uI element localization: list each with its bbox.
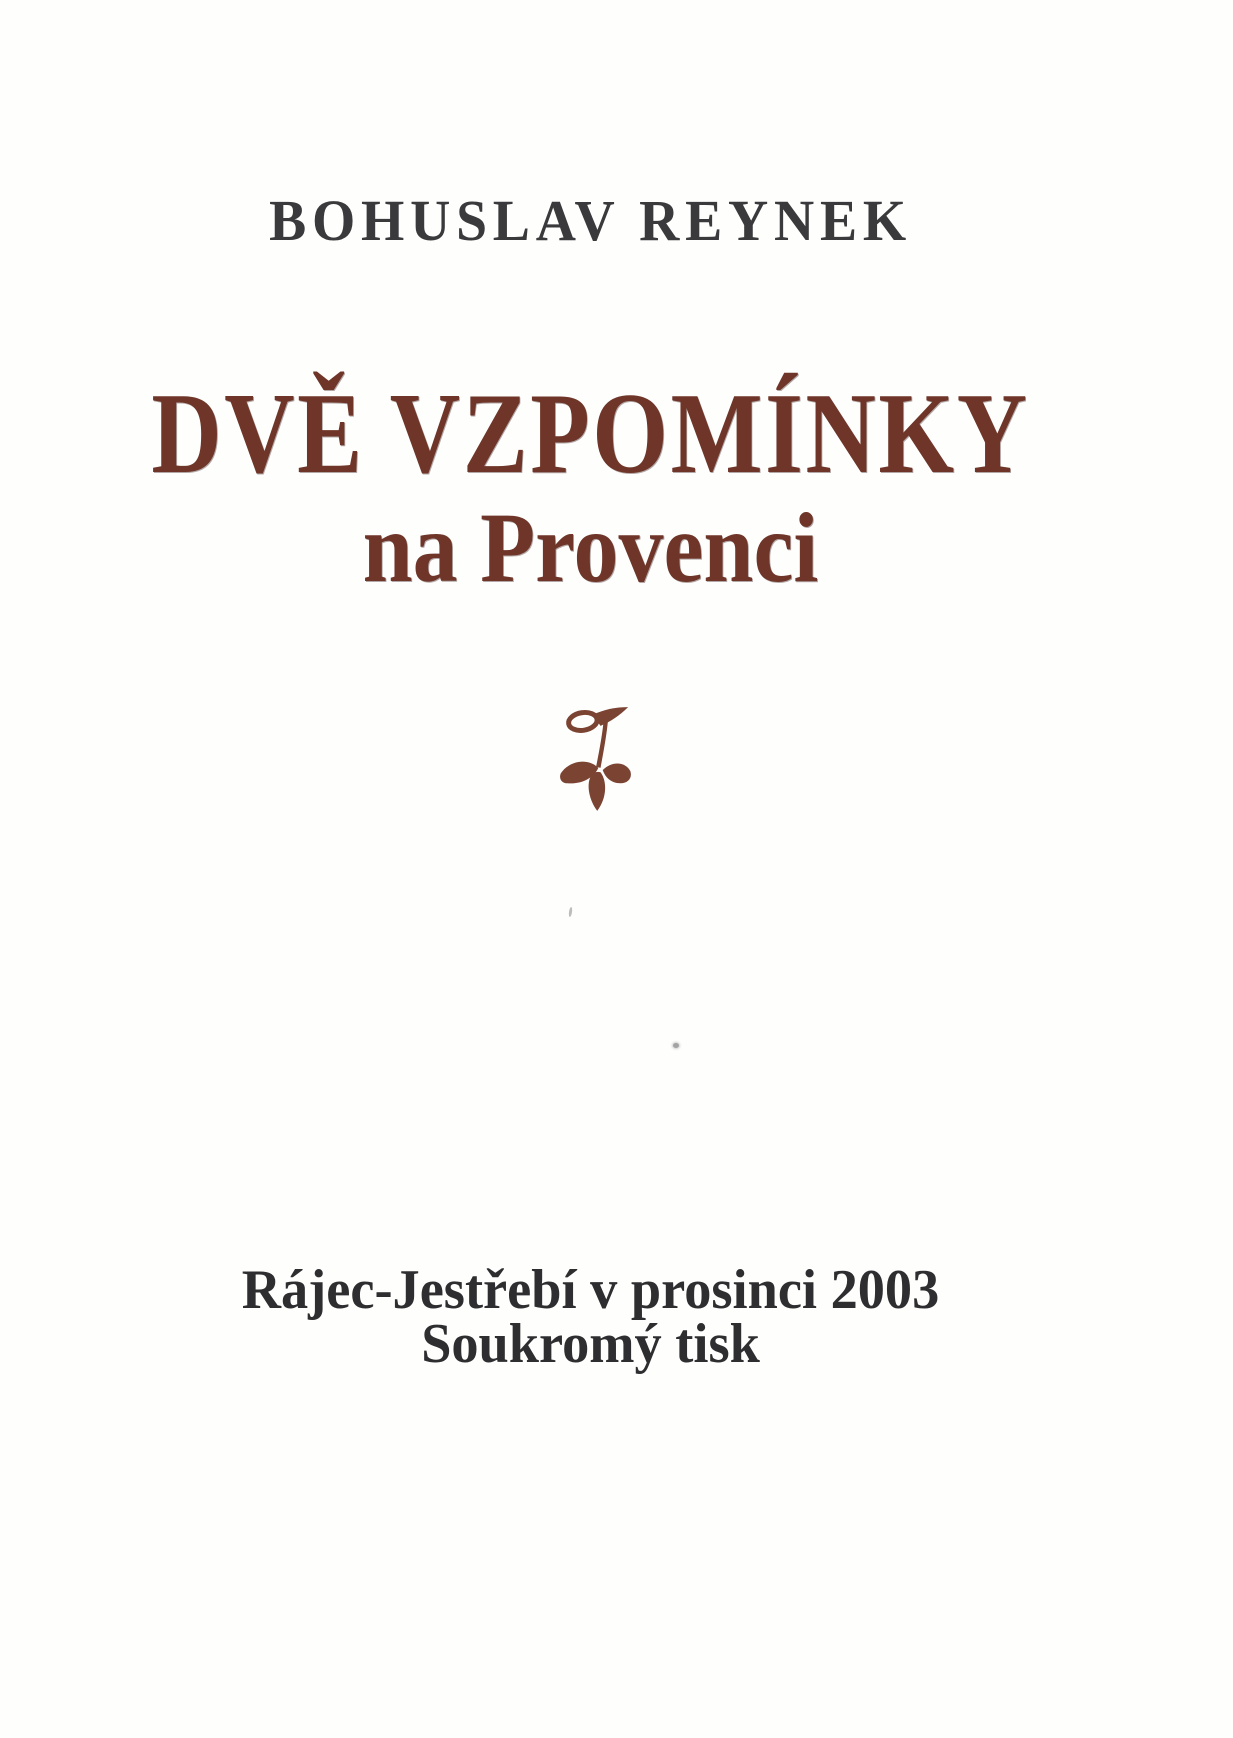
leaf-sprig-ornament-icon xyxy=(556,706,634,812)
imprint-private-print: Soukromý tisk xyxy=(421,1313,760,1375)
leaf-sprig-svg xyxy=(556,706,634,812)
right-leaf xyxy=(603,764,631,784)
scan-speck xyxy=(568,907,572,917)
book-title-line-1: DVĚ VZPOMÍNKY xyxy=(151,370,1030,498)
imprint-place-date: Rájec-Jestřebí v prosinci 2003 xyxy=(241,1259,940,1321)
scan-speck xyxy=(673,1043,679,1048)
bottom-leaf xyxy=(589,772,606,811)
book-title-line-2: na Provenci xyxy=(362,492,819,603)
stem-curl xyxy=(567,710,598,732)
author-name: BOHUSLAV REYNEK xyxy=(269,188,912,253)
